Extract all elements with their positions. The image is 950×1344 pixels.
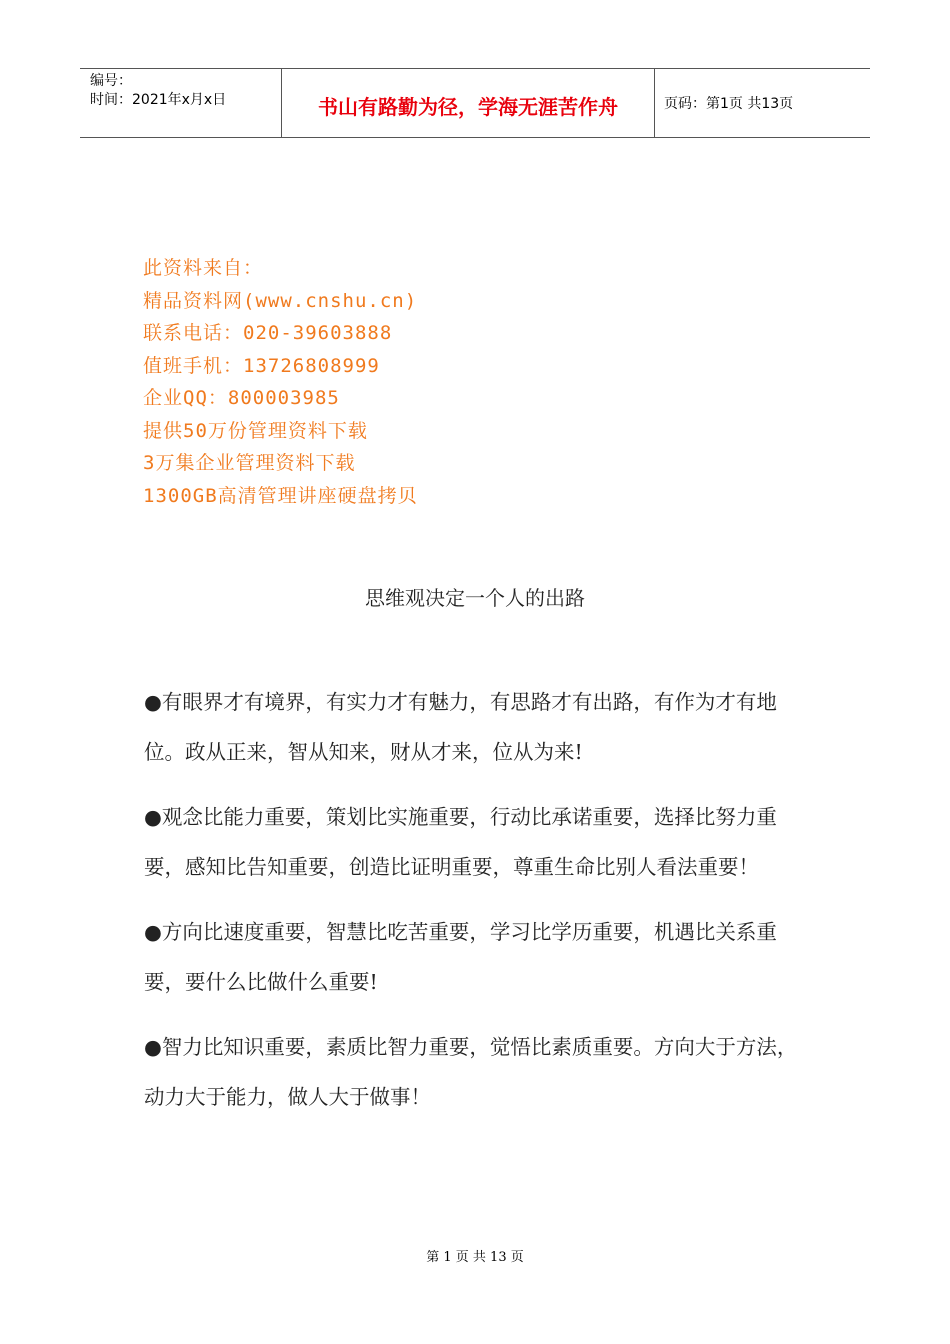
source-line: 提供50万份管理资料下载 [143, 419, 368, 442]
header-page-info: 页码：第1页 共13页 [664, 96, 794, 112]
source-info-block [143, 252, 418, 512]
source-line: 1300GB高清管理讲座硬盘拷贝 [143, 484, 418, 507]
source-line: 值班手机：13726808999 [143, 354, 380, 377]
source-line: 联系电话：020-39603888 [143, 322, 393, 344]
source-line: 精品资料网(www.cnshu.cn) [143, 289, 418, 312]
source-line: 企业QQ：800003985 [143, 387, 340, 409]
header-left-cell [80, 69, 282, 137]
body-paragraph: ●方向比速度重要，智慧比吃苦重要，学习比学历重要，机遇比关系重要，要什么比做什么重要! [144, 920, 777, 994]
page-footer: 第 1 页 共 13 页 [426, 1250, 524, 1265]
source-line: 3万集企业管理资料下载 [143, 452, 356, 474]
header-motto: 书山有路勤为径，学海无涯苦作舟 [318, 95, 618, 119]
header-right-cell [655, 69, 870, 137]
source-line: 此资料来自： [143, 257, 264, 279]
header-middle-cell [282, 69, 655, 137]
body-paragraph: ●智力比知识重要，素质比智力重要，觉悟比素质重要。方向大于方法，动力大于能力，做人大于做事！ [144, 1035, 798, 1109]
body-paragraph: ●有眼界才有境界，有实力才有魅力，有思路才有出路，有作为才有地位。政从正来，智从知来，财从才来，位从为来! [144, 690, 777, 764]
body-paragraph: ●观念比能力重要，策划比实施重要，行动比承诺重要，选择比努力重要，感知比告知重要，创造比证明重要，尊重生命比别人看法重要！ [144, 805, 777, 879]
document-body [144, 677, 812, 1137]
document-date: 时间：2021年x月x日 [90, 92, 227, 108]
document-title: 思维观决定一个人的出路 [365, 586, 585, 610]
document-number-label: 编号： [90, 73, 132, 89]
document-header [80, 68, 870, 138]
